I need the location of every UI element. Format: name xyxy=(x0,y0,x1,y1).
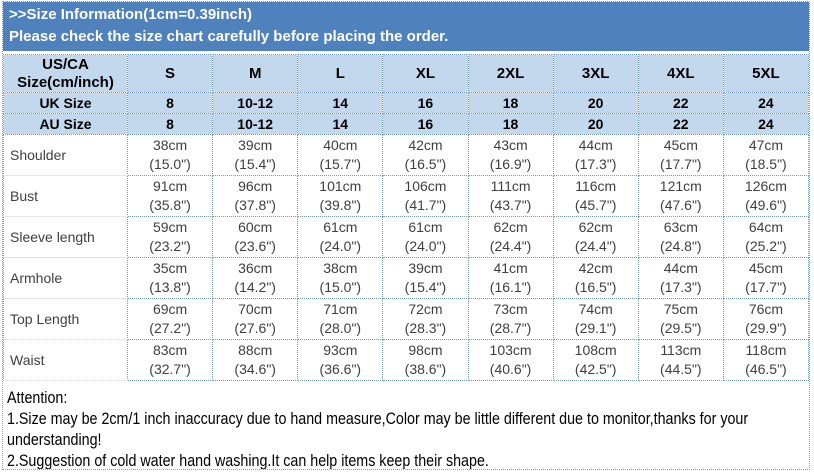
value-cm: 76cm xyxy=(748,301,784,317)
value-inch: (23.2") xyxy=(149,238,191,254)
col-header-l: L xyxy=(298,55,383,93)
value-cm: 121cm xyxy=(659,178,702,194)
uk-size-value: 10-12 xyxy=(213,93,298,114)
cell xyxy=(638,299,723,340)
cell xyxy=(468,258,553,299)
value-cm: 44cm xyxy=(578,137,613,153)
value-inch: (38.6") xyxy=(404,361,447,377)
attention-section xyxy=(3,381,809,470)
value-inch: (18.5") xyxy=(745,156,787,172)
au-size-value: 20 xyxy=(553,114,638,135)
value-inch: (24.0") xyxy=(404,238,447,254)
uk-size-value: 18 xyxy=(468,93,553,114)
cell xyxy=(553,217,638,258)
value-inch: (13.8") xyxy=(149,279,191,295)
value-cm: 71cm xyxy=(323,301,358,317)
value-inch: (44.5") xyxy=(660,361,702,377)
value-cm: 101cm xyxy=(319,178,362,194)
value-inch: (17.3") xyxy=(574,156,617,172)
value-cm: 116cm xyxy=(575,178,617,194)
value-cm: 118cm xyxy=(745,342,787,358)
row-label-sleeve-length: Sleeve length xyxy=(4,217,128,258)
corner-header xyxy=(4,55,128,93)
au-size-value: 10-12 xyxy=(213,114,298,135)
value-cm: 35cm xyxy=(152,260,188,276)
value-cm: 108cm xyxy=(574,342,617,358)
bust-row xyxy=(4,176,809,217)
cell xyxy=(468,299,553,340)
value-cm: 126cm xyxy=(744,178,787,194)
value-inch: (24.4") xyxy=(489,238,532,254)
cell xyxy=(128,217,213,258)
cell xyxy=(383,258,468,299)
row-label-waist: Waist xyxy=(4,340,128,381)
col-header-2xl: 2XL xyxy=(468,55,553,93)
col-header-xl: XL xyxy=(383,55,468,93)
uk-size-value: 14 xyxy=(298,93,383,114)
uk-size-value: 22 xyxy=(638,93,723,114)
cell xyxy=(553,340,638,381)
value-inch: (15.0") xyxy=(149,156,191,172)
cell xyxy=(298,176,383,217)
value-cm: 42cm xyxy=(408,137,443,153)
shoulder-row xyxy=(4,135,809,176)
cell xyxy=(298,135,383,176)
value-inch: (23.6") xyxy=(234,238,276,254)
value-inch: (14.2") xyxy=(234,279,276,295)
value-cm: 98cm xyxy=(408,342,443,358)
uk-size-value: 16 xyxy=(383,93,468,114)
value-cm: 113cm xyxy=(660,342,702,358)
value-cm: 59cm xyxy=(152,219,188,235)
value-inch: (16.1") xyxy=(489,279,532,295)
row-label-top-length: Top Length xyxy=(4,299,128,340)
value-inch: (37.8") xyxy=(234,197,276,213)
au-size-value: 24 xyxy=(723,114,808,135)
cell xyxy=(128,135,213,176)
value-inch: (29.1") xyxy=(574,320,617,336)
uk-size-value: 24 xyxy=(723,93,808,114)
value-inch: (25.2") xyxy=(745,238,787,254)
value-cm: 47cm xyxy=(748,137,784,153)
cell xyxy=(638,340,723,381)
value-inch: (28.7") xyxy=(489,320,532,336)
value-cm: 38cm xyxy=(152,137,188,153)
value-inch: (40.6") xyxy=(489,361,532,377)
cell xyxy=(638,217,723,258)
au-size-value: 22 xyxy=(638,114,723,135)
armhole-row xyxy=(4,258,809,299)
value-cm: 106cm xyxy=(404,178,447,194)
value-cm: 72cm xyxy=(408,301,443,317)
value-inch: (35.8") xyxy=(149,197,191,213)
uk-size-row xyxy=(4,93,809,114)
banner xyxy=(3,2,809,51)
au-size-value: 14 xyxy=(298,114,383,135)
size-header-row xyxy=(4,55,809,93)
cell xyxy=(128,340,213,381)
value-inch: (49.6") xyxy=(745,197,787,213)
value-cm: 93cm xyxy=(323,342,358,358)
cell xyxy=(383,176,468,217)
top-length-row xyxy=(4,299,809,340)
au-size-row xyxy=(4,114,809,135)
cell xyxy=(553,176,638,217)
size-chart-sheet xyxy=(2,1,810,470)
value-cm: 62cm xyxy=(578,219,613,235)
cell xyxy=(383,340,468,381)
banner-title: >>Size Information(1cm=0.39inch) xyxy=(9,6,252,23)
cell xyxy=(553,258,638,299)
value-cm: 73cm xyxy=(493,301,528,317)
cell xyxy=(383,217,468,258)
col-header-5xl: 5XL xyxy=(723,55,808,93)
value-cm: 62cm xyxy=(493,219,528,235)
value-inch: (17.7") xyxy=(660,156,702,172)
value-cm: 63cm xyxy=(663,219,698,235)
value-inch: (39.8") xyxy=(319,197,362,213)
cell xyxy=(298,340,383,381)
value-cm: 41cm xyxy=(493,260,528,276)
size-table xyxy=(3,54,809,381)
value-cm: 38cm xyxy=(323,260,358,276)
cell xyxy=(213,217,298,258)
cell xyxy=(723,299,808,340)
value-inch: (29.9") xyxy=(745,320,787,336)
value-inch: (24.8") xyxy=(660,238,702,254)
value-inch: (16.5") xyxy=(574,279,617,295)
cell xyxy=(723,135,808,176)
cell xyxy=(638,135,723,176)
value-inch: (15.4") xyxy=(404,279,447,295)
row-label-bust: Bust xyxy=(4,176,128,217)
cell xyxy=(213,258,298,299)
value-cm: 111cm xyxy=(490,178,531,194)
value-cm: 91cm xyxy=(152,178,188,194)
value-inch: (15.4") xyxy=(234,156,276,172)
attention-note-1-continued: understanding! xyxy=(7,430,102,449)
value-cm: 45cm xyxy=(748,260,784,276)
uk-size-value: 20 xyxy=(553,93,638,114)
sleeve-length-row xyxy=(4,217,809,258)
value-inch: (17.3") xyxy=(660,279,702,295)
cell xyxy=(383,135,468,176)
cell xyxy=(213,340,298,381)
value-inch: (27.6") xyxy=(234,320,276,336)
cell xyxy=(468,176,553,217)
banner-subtitle: Please check the size chart carefully before placing the order. xyxy=(9,28,449,45)
value-inch: (27.2") xyxy=(149,320,191,336)
col-header-m: M xyxy=(213,55,298,93)
uk-size-value: 8 xyxy=(128,93,213,114)
value-inch: (42.5") xyxy=(574,361,617,377)
waist-row xyxy=(4,340,809,381)
value-inch: (43.7") xyxy=(489,197,532,213)
col-header-3xl: 3XL xyxy=(553,55,638,93)
cell xyxy=(723,340,808,381)
value-cm: 103cm xyxy=(489,342,532,358)
cell xyxy=(128,176,213,217)
cell xyxy=(213,135,298,176)
cell xyxy=(468,217,553,258)
cell xyxy=(213,299,298,340)
row-label-au-size: AU Size xyxy=(4,114,128,135)
value-cm: 75cm xyxy=(663,301,698,317)
value-inch: (46.5") xyxy=(745,361,787,377)
value-cm: 39cm xyxy=(408,260,443,276)
cell xyxy=(723,176,808,217)
cell xyxy=(213,176,298,217)
attention-note-2: 2.Suggestion of cold water hand washing.It can help items keep their shape. xyxy=(7,451,489,470)
cell xyxy=(638,176,723,217)
value-cm: 44cm xyxy=(663,260,698,276)
value-cm: 74cm xyxy=(578,301,613,317)
cell xyxy=(298,258,383,299)
value-cm: 69cm xyxy=(152,301,188,317)
value-inch: (24.4") xyxy=(574,238,617,254)
value-cm: 45cm xyxy=(663,137,698,153)
corner-header-line2: Size(cm/inch) xyxy=(17,73,114,91)
value-cm: 40cm xyxy=(323,137,358,153)
cell xyxy=(638,258,723,299)
value-inch: (34.6") xyxy=(234,361,276,377)
value-inch: (45.7") xyxy=(574,197,617,213)
value-cm: 39cm xyxy=(238,137,273,153)
value-cm: 70cm xyxy=(238,301,273,317)
value-inch: (29.5") xyxy=(660,320,702,336)
row-label-uk-size: UK Size xyxy=(4,93,128,114)
value-inch: (41.7") xyxy=(404,197,447,213)
value-inch: (24.0") xyxy=(319,238,362,254)
cell xyxy=(553,299,638,340)
value-inch: (32.7") xyxy=(149,361,191,377)
cell xyxy=(553,135,638,176)
value-cm: 43cm xyxy=(493,137,528,153)
value-inch: (28.3") xyxy=(404,320,447,336)
value-inch: (47.6") xyxy=(660,197,702,213)
value-cm: 61cm xyxy=(408,219,443,235)
value-inch: (15.7") xyxy=(319,156,362,172)
attention-title: Attention: xyxy=(7,388,68,407)
corner-header-line1: US/CA xyxy=(42,55,89,73)
row-label-armhole: Armhole xyxy=(4,258,128,299)
cell xyxy=(723,258,808,299)
attention-note-1: 1.Size may be 2cm/1 inch inaccuracy due to hand measure,Color may be little different due to monitor,thanks for your xyxy=(7,409,749,428)
value-inch: (28.0") xyxy=(319,320,362,336)
value-cm: 61cm xyxy=(323,219,358,235)
cell xyxy=(128,299,213,340)
col-header-4xl: 4XL xyxy=(638,55,723,93)
value-cm: 88cm xyxy=(238,342,273,358)
value-cm: 36cm xyxy=(238,260,273,276)
value-cm: 96cm xyxy=(238,178,273,194)
cell xyxy=(298,217,383,258)
value-inch: (36.6") xyxy=(319,361,362,377)
col-header-s: S xyxy=(128,55,213,93)
au-size-value: 18 xyxy=(468,114,553,135)
value-inch: (16.9") xyxy=(489,156,532,172)
value-inch: (15.0") xyxy=(319,279,362,295)
value-cm: 83cm xyxy=(152,342,188,358)
value-cm: 64cm xyxy=(748,219,784,235)
value-inch: (17.7") xyxy=(745,279,787,295)
cell xyxy=(468,340,553,381)
value-cm: 60cm xyxy=(238,219,273,235)
cell xyxy=(298,299,383,340)
au-size-value: 16 xyxy=(383,114,468,135)
cell xyxy=(723,217,808,258)
cell xyxy=(383,299,468,340)
cell xyxy=(468,135,553,176)
au-size-value: 8 xyxy=(128,114,213,135)
cell xyxy=(128,258,213,299)
value-cm: 42cm xyxy=(578,260,613,276)
value-inch: (16.5") xyxy=(404,156,447,172)
row-label-shoulder: Shoulder xyxy=(4,135,128,176)
